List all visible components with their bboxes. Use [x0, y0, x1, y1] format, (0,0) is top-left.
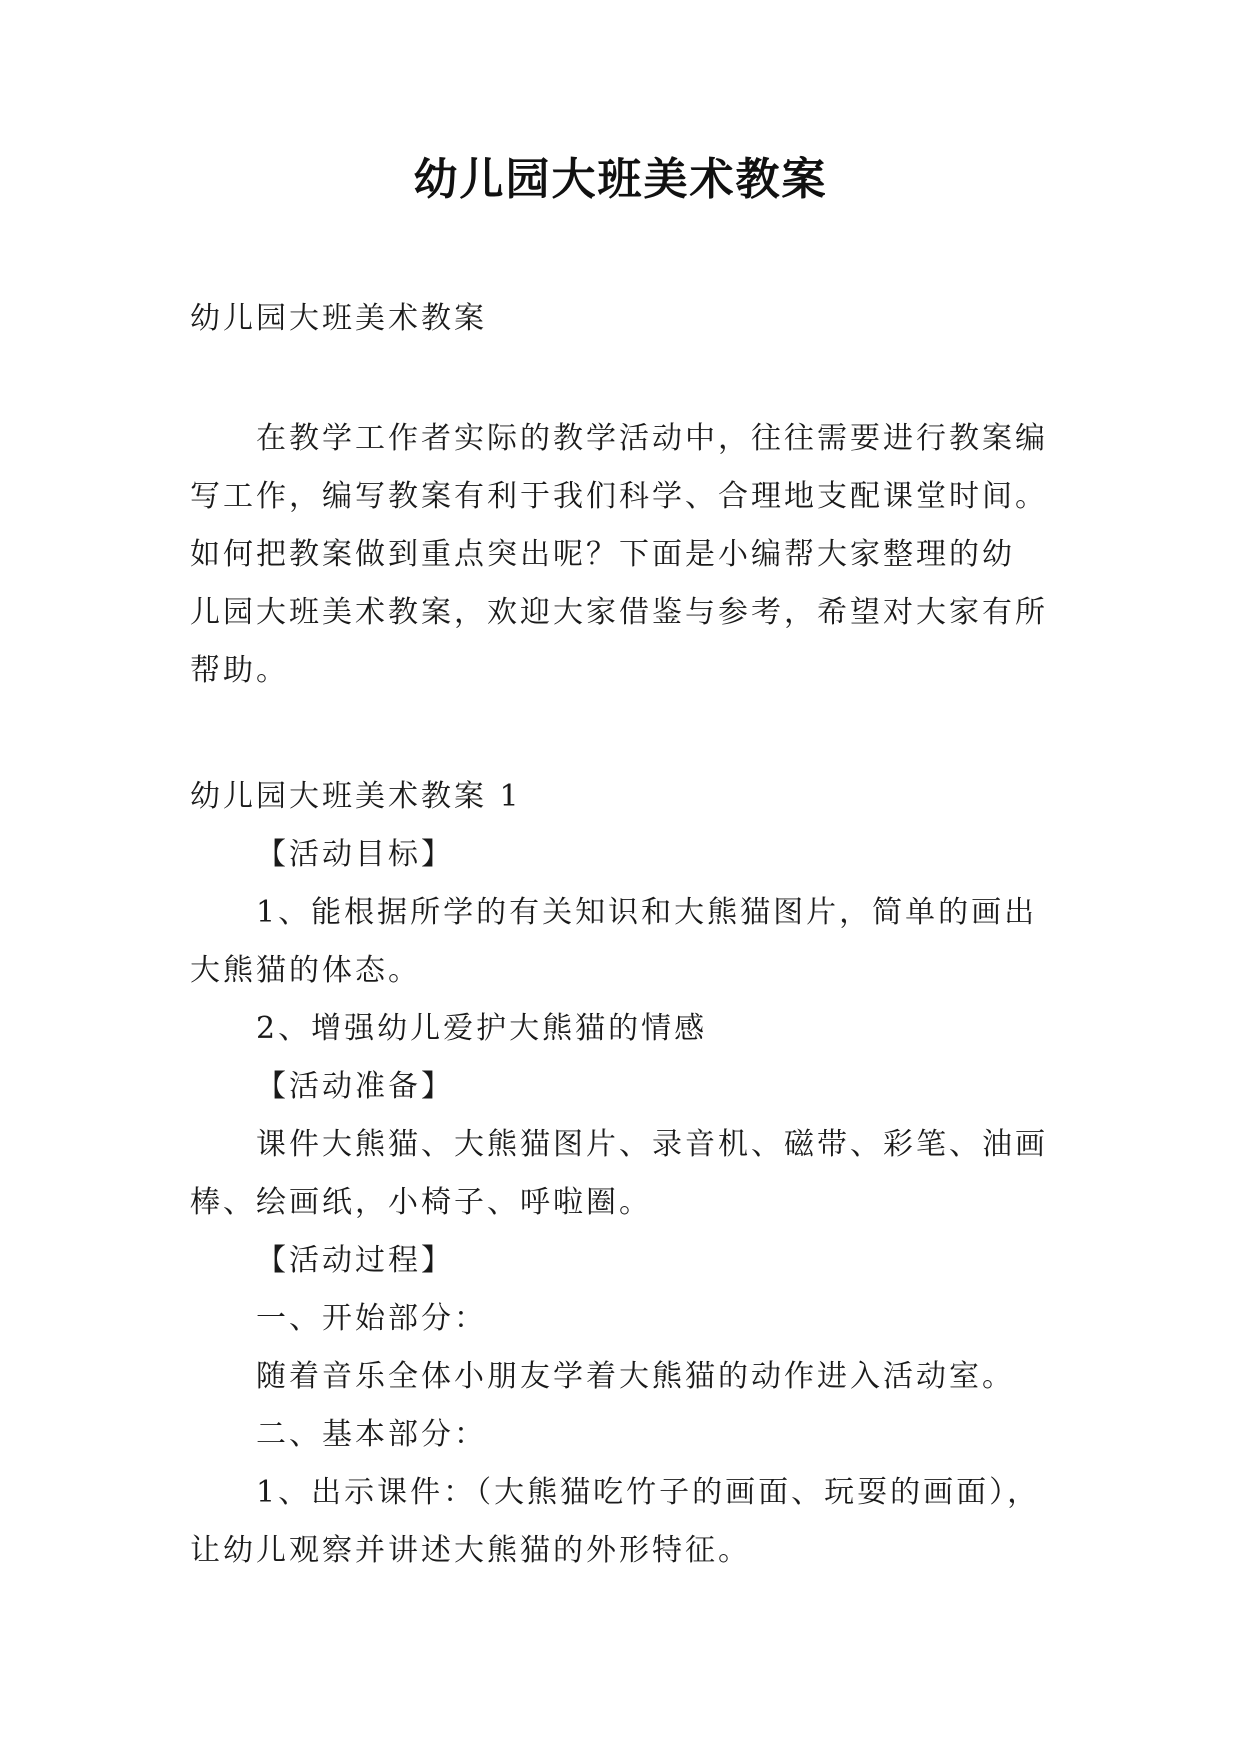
part-two-item-line: 让幼儿观察并讲述大熊猫的外形特征。 — [190, 1533, 751, 1568]
intro-line: 帮助。 — [190, 653, 289, 688]
process-heading: 【活动过程】 — [256, 1243, 454, 1278]
goal-1-line: 1、能根据所学的有关知识和大熊猫图片，简单的画出 — [256, 895, 1038, 930]
intro-line: 在教学工作者实际的教学活动中，往往需要进行教案编 — [256, 421, 1048, 456]
section-title: 幼儿园大班美术教案 1 — [190, 779, 522, 814]
part-two-item-line: 1、出示课件：（大熊猫吃竹子的画面、玩耍的画面）， — [256, 1475, 1041, 1510]
intro-line: 写工作，编写教案有利于我们科学、合理地支配课堂时间。 — [190, 479, 1048, 514]
intro-line: 儿园大班美术教案，欢迎大家借鉴与参考，希望对大家有所 — [190, 595, 1048, 630]
intro-line: 如何把教案做到重点突出呢？下面是小编帮大家整理的幼 — [190, 537, 1015, 572]
goal-2: 2、增强幼儿爱护大熊猫的情感 — [256, 1011, 708, 1046]
prep-line: 棒、绘画纸，小椅子、呼啦圈。 — [190, 1185, 652, 1220]
document-title: 幼儿园大班美术教案 — [413, 154, 828, 205]
goal-heading: 【活动目标】 — [256, 837, 454, 872]
goal-1-line: 大熊猫的体态。 — [190, 953, 421, 988]
part-one-text: 随着音乐全体小朋友学着大熊猫的动作进入活动室。 — [256, 1359, 1015, 1394]
part-one-heading: 一、开始部分： — [256, 1301, 487, 1336]
intro-paragraph — [190, 410, 1070, 700]
subtitle: 幼儿园大班美术教案 — [190, 301, 487, 336]
prep-heading: 【活动准备】 — [256, 1069, 454, 1104]
prep-line: 课件大熊猫、大熊猫图片、录音机、磁带、彩笔、油画 — [256, 1127, 1048, 1162]
document-body — [190, 290, 1070, 1580]
part-two-heading: 二、基本部分： — [256, 1417, 487, 1452]
